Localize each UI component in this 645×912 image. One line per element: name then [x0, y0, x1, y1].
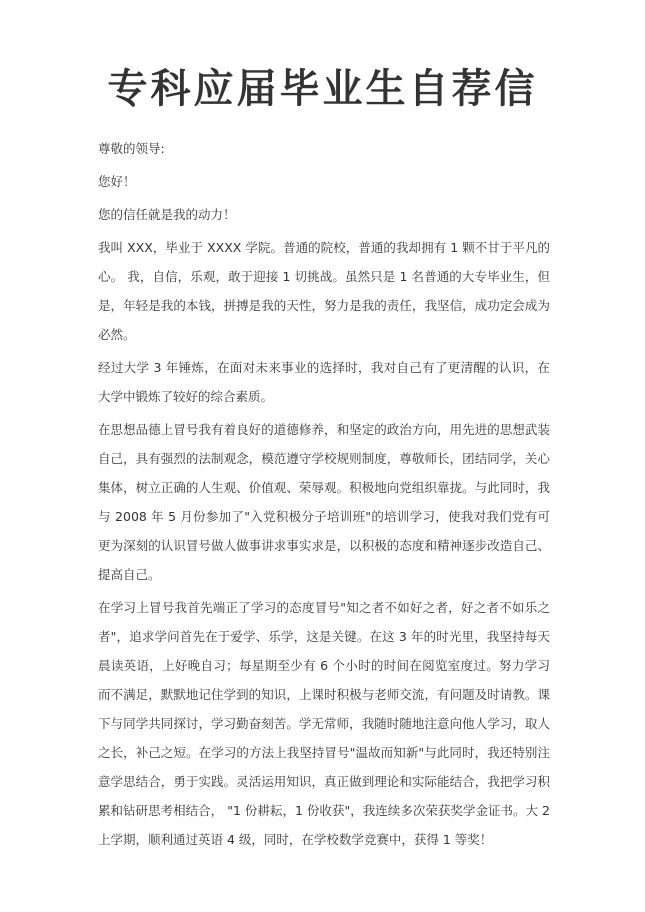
paragraph-study: 在学习上冒号我首先端正了学习的态度冒号"知之者不如好之者，好之者不如乐之者"，追求学问首先在于爱学、乐学，这是关键。在这 3 年的时光里，我坚持每天晨读英语，上好晚自习；每星期至少有 6 个小时的时间在阅览室度过。努力学习而不满足，默默地记住学到的知识，上课时积极与老师交流，有问题及时请教。课下与同学共同探讨，学习勤奋刻苦。学无常师，我随时随地注意向他人学习，取人之长，补己之短。在学习的方法上我坚持冒号"温故而知新"与此同时，我还特别注意学思结合，勇于实践。灵活运用知识，真正做到理论和实际能结合，我把学习积累和钻研思考相结合， "1 份耕耘，1 份收获"，我连续多次荣获奖学金证书。大 2 上学期，顺利通过英语 4 级，同时，在学校数学竞赛中，获得 1 等奖！: [98, 600, 550, 847]
paragraph-introduction: 我叫 XXX，毕业于 XXXX 学院。普通的院校，普通的我却拥有 1 颗不甘于平凡的心。 我，自信，乐观，敢于迎接 1 切挑战。虽然只是 1 名普通的大专毕业生，但是，年轻是我的本钱，拼搏是我的天性，努力是我的责任，我坚信，成功定会成为必然。: [98, 240, 550, 342]
paragraph-motto: 您的信任就是我的动力！: [98, 207, 236, 222]
salutation: 尊敬的领导:: [98, 141, 165, 156]
paragraph-college-experience: 经过大学 3 年锤炼，在面对未来事业的选择时，我对自己有了更清醒的认识，在大学中锻炼了较好的综合素质。: [98, 360, 550, 404]
paragraph-moral-character: 在思想品德上冒号我有着良好的道德修养，和坚定的政治方向，用先进的思想武装自己，具有强烈的法制观念，模范遵守学校规则制度，尊敬师长，团结同学，关心集体，树立正确的人生观、价值观、荣辱观。积极地向党组织靠拢。与此同时，我与 2008 年 5 月份参加了"入党积极分子培训班"的培训学习，使我对我们党有可更为深刻的认识冒号做人做事讲求事实求是，以积极的态度和精神逐步改造自己、提高自己。: [98, 422, 550, 582]
greeting: 您好！: [98, 174, 136, 189]
letter-body: [98, 134, 550, 854]
document-title: 专科应届毕业生自荐信: [107, 66, 538, 112]
